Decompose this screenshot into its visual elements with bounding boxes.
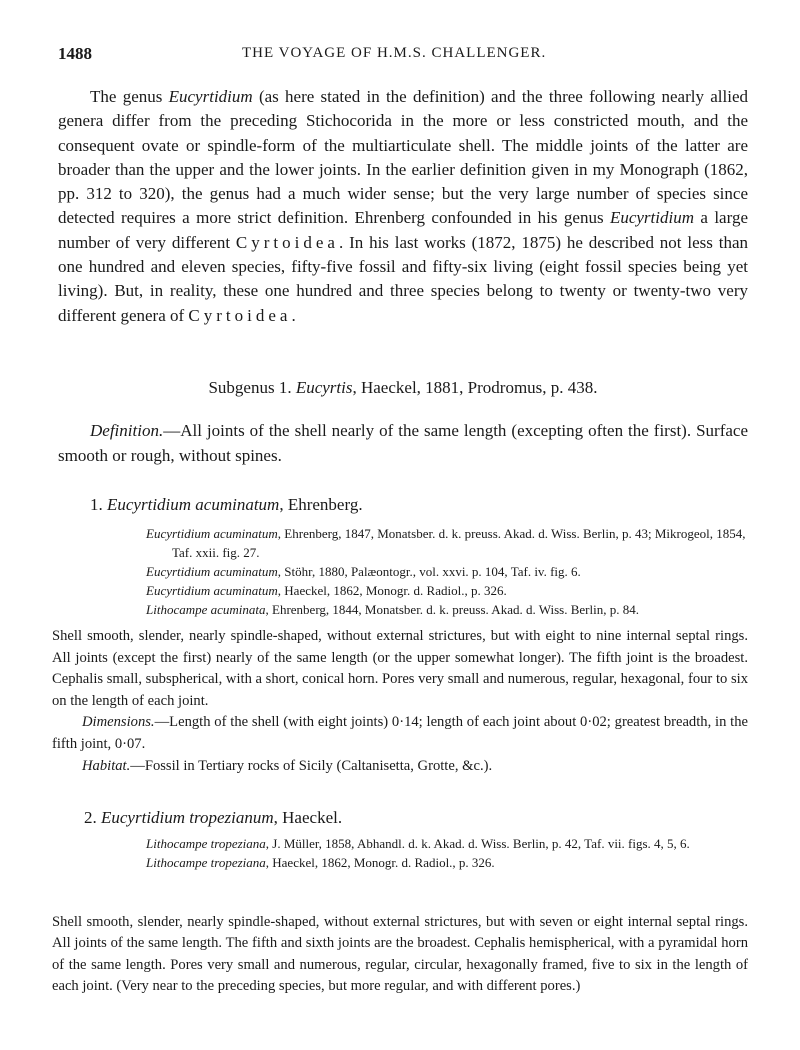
- species-description: [52, 626, 748, 777]
- synonym-name: Lithocampe tropeziana: [146, 855, 266, 870]
- synonym-reference: [146, 562, 748, 581]
- subgenus-name: Eucyrtis: [295, 378, 353, 397]
- definition-paragraph: [58, 418, 748, 468]
- page-header: [58, 44, 748, 68]
- intro-paragraph: [58, 85, 748, 328]
- genus-name: Eucyrtidium: [168, 87, 253, 106]
- species-heading: [90, 495, 363, 515]
- synonym-references: [146, 524, 748, 619]
- synonym-citation: , Ehrenberg, 1847, Monatsber. d. k. preuss. Akad. d. Wiss. Berlin, p. 43; Mikrogeol, 1854, Taf. xxii. fig. 27.: [172, 526, 746, 560]
- synonym-name: Lithocampe tropeziana: [146, 836, 266, 851]
- habitat-line: [52, 756, 748, 778]
- running-title: THE VOYAGE OF H.M.S. CHALLENGER.: [242, 45, 547, 61]
- synonym-reference: [146, 581, 748, 600]
- synonym-name: Lithocampe acuminata: [146, 602, 266, 617]
- synonym-name: Eucyrtidium acuminatum: [146, 564, 278, 579]
- intro-text: a large number of very different: [58, 208, 748, 252]
- synonym-reference: [146, 524, 748, 562]
- intro-text: (as here stated in the definition) and the three following nearly allied genera differ from the preceding Stichocorida in the more or less constricted mouth, and the consequent ovate or spindle-form of the multiarticulate shell. The middle joints of the latter are broader than the upper and the lower joints. In the earlier definition given in my Monograph (1862, pp. 312 to 320), the genus had a much wider sense; but the very large number of species since detected requires a more strict definition. Ehrenberg confounded in his genus: [58, 87, 748, 228]
- intro-text: The genus: [90, 87, 169, 106]
- dimensions-line: [52, 712, 748, 755]
- synonym-name: Eucyrtidium acuminatum: [146, 583, 278, 598]
- subgenus-suffix: , Haeckel, 1881, Prodromus, p. 438.: [352, 378, 598, 397]
- subgenus-prefix: Subgenus 1.: [208, 378, 296, 397]
- definition-text: —All joints of the shell nearly of the same length (excepting often the first). Surface smooth or rough, without spines.: [58, 421, 748, 465]
- species-number: 2.: [84, 808, 101, 827]
- synonym-citation: , Ehrenberg, 1844, Monatsber. d. k. preuss. Akad. d. Wiss. Berlin, p. 84.: [265, 602, 639, 617]
- species-author: , Ehrenberg.: [279, 495, 363, 514]
- species-description: [52, 897, 748, 1013]
- species-number: 1.: [90, 495, 107, 514]
- description-text: Shell smooth, slender, nearly spindle-shaped, without external strictures, but with seven or eight internal septal rings. All joints of the same length. The fifth and sixth joints are the broadest. Cephalis hemispherical, with a pyramidal horn of the same length. Pores very small and numerous, regular, circular, hexagonally framed, five to six in the length of each joint. (Very near to the preceding species, but more regular, and with different pores.): [52, 913, 748, 995]
- group-name: Cyrtoidea: [188, 305, 292, 325]
- description-text: Shell smooth, slender, nearly spindle-shaped, without external strictures, but with eight to nine internal septal rings. All joints (except the first) nearly of the same length (or the upper somewhat longer). The fifth joint is the broadest. Cephalis small, subspherical, with a short, conical horn. Pores very small and numerous, regular, hexagonal, four to six on the length of each joint.: [52, 628, 748, 709]
- dimensions-label: Dimensions.: [82, 714, 155, 731]
- synonym-citation: , Haeckel, 1862, Monogr. d. Radiol., p. 326.: [265, 855, 495, 870]
- group-name: Cyrtoidea: [235, 232, 339, 252]
- synonym-citation: , J. Müller, 1858, Abhandl. d. k. Akad. d. Wiss. Berlin, p. 42, Taf. vii. figs. 4, 5, 6.: [265, 836, 690, 851]
- habitat-label: Habitat.: [82, 757, 131, 774]
- species-heading: [84, 808, 342, 828]
- species-name: Eucyrtidium acuminatum: [107, 495, 280, 514]
- synonym-name: Eucyrtidium acuminatum: [146, 526, 278, 541]
- synonym-citation: , Haeckel, 1862, Monogr. d. Radiol., p. 326.: [277, 583, 507, 598]
- subgenus-heading: [58, 378, 748, 398]
- species-author: , Haeckel.: [273, 808, 343, 827]
- definition-label: Definition.: [90, 421, 164, 440]
- synonym-reference: [146, 853, 748, 872]
- synonym-reference: [146, 834, 748, 853]
- synonym-citation: , Stöhr, 1880, Palæontogr., vol. xxvi. p. 104, Taf. iv. fig. 6.: [277, 564, 581, 579]
- dimensions-text: —Length of the shell (with eight joints) 0·14; length of each joint about 0·02; greatest breadth, in the fifth joint, 0·07.: [52, 714, 748, 752]
- synonym-reference: [146, 600, 748, 619]
- species-name: Eucyrtidium tropezianum: [101, 808, 274, 827]
- synonym-references: [146, 834, 748, 872]
- intro-text: . In his last works (1872, 1875) he described not less than one hundred and eleven species, fifty-five fossil and fifty-six living (eight fossil species being yet living). But, in reality, these one hundred and three species belong to twenty or twenty-two very different genera of: [58, 232, 748, 325]
- intro-text: .: [291, 305, 296, 325]
- genus-name: Eucyrtidium: [609, 208, 694, 228]
- habitat-text: —Fossil in Tertiary rocks of Sicily (Caltanisetta, Grotte, &c.).: [130, 757, 493, 774]
- page-number: 1488: [58, 44, 92, 63]
